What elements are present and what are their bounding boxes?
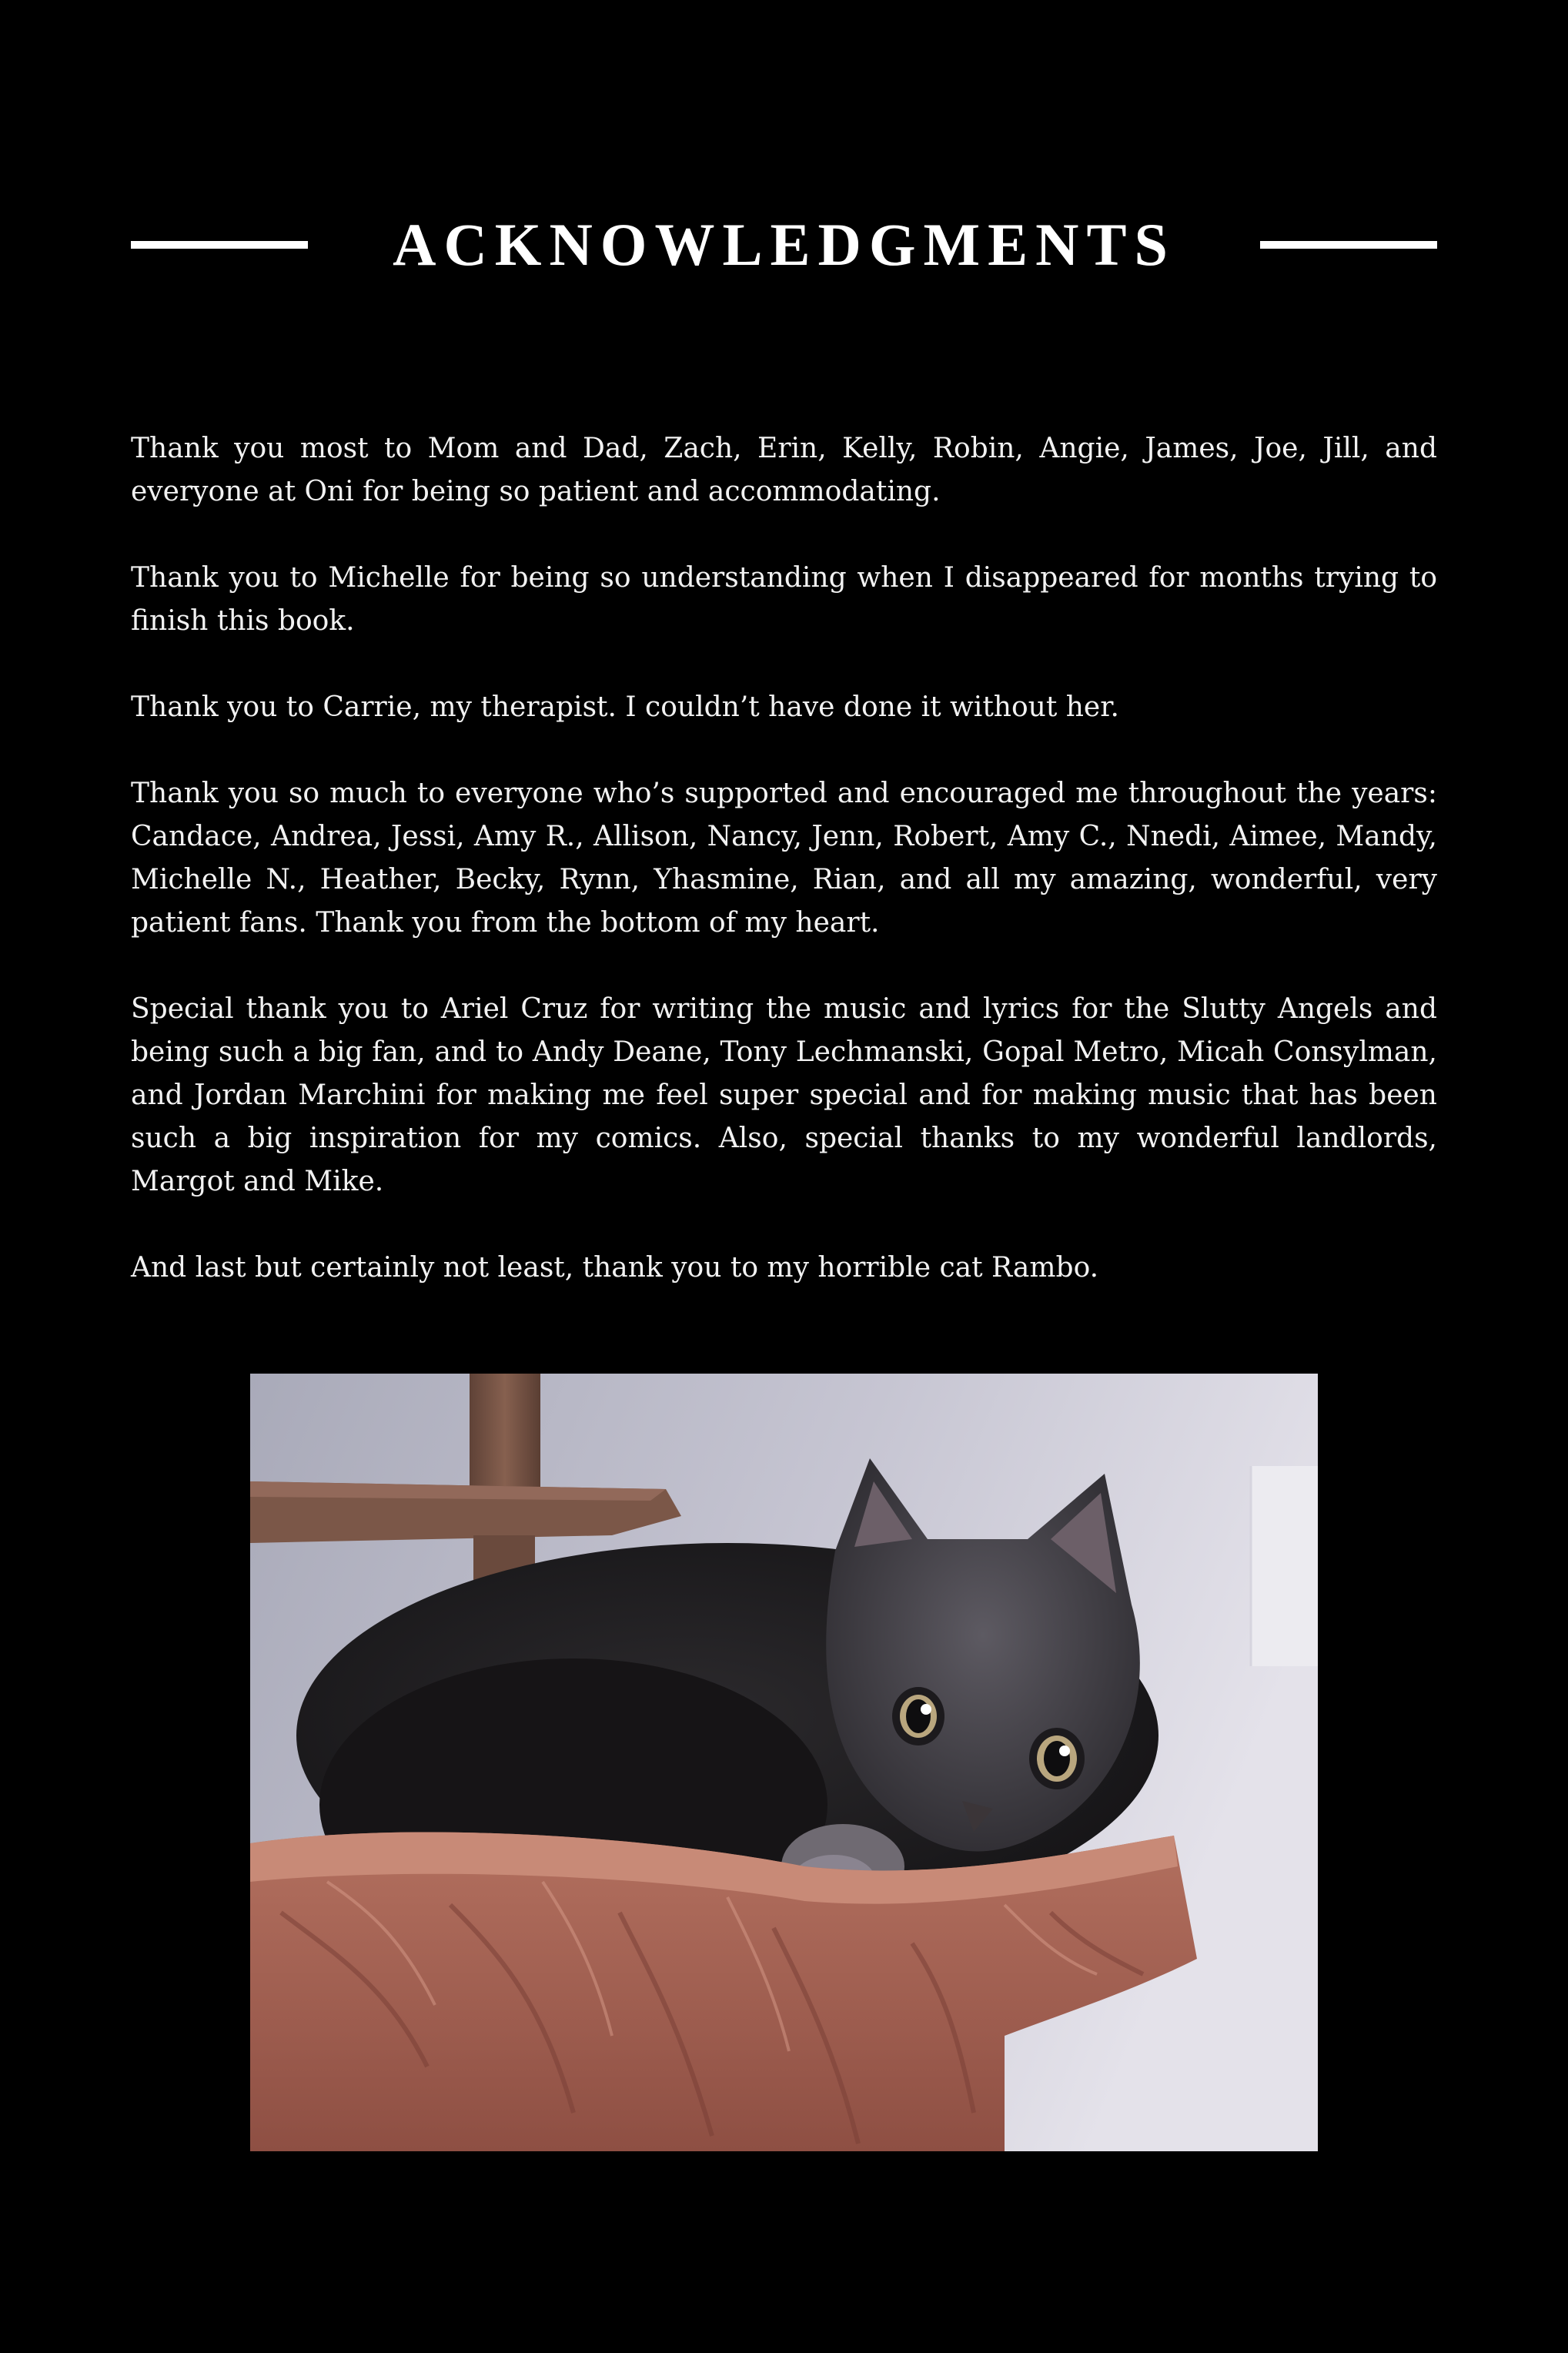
paragraph-cat: And last but certainly not least, thank you to my horrible cat Rambo. [131, 1252, 1099, 1284]
paragraph-supporters: Thank you so much to everyone who’s supported and encouraged me throughout the years: Candace, Andrea, Jessi, Amy R., Allison, Nancy, Jenn, Robert, Amy C., Nnedi, Aimee, Mandy, Michelle N., Heather, Becky, Rynn, Yhasmine, Rian, and all my amazing, wonderful, very patient fans. Thank you from the bottom of my heart. [131, 778, 1437, 939]
acknowledgments-text [131, 427, 1437, 1333]
page-title: ACKNOWLEDGMENTS [393, 211, 1175, 278]
heading-block [131, 208, 1437, 282]
paragraph-therapist: Thank you to Carrie, my therapist. I couldn’t have done it without her. [131, 691, 1119, 723]
heading-rule-left [131, 241, 308, 249]
paragraph-michelle: Thank you to Michelle for being so understanding when I disappeared for months trying to finish this book. [131, 562, 1437, 637]
paragraph-family: Thank you most to Mom and Dad, Zach, Erin, Kelly, Robin, Angie, James, Joe, Jill, and everyone at Oni for being so patient and accommodating. [131, 433, 1437, 507]
heading-rule-right [1260, 241, 1437, 249]
cat-photo [250, 1374, 1318, 2151]
paragraph-special-thanks: Special thank you to Ariel Cruz for writing the music and lyrics for the Slutty Angels and being such a big fan, and to Andy Deane, Tony Lechmanski, Gopal Metro, Micah Consylman, and Jordan Marchini for making me feel super special and for making music that has been such a big inspiration for my comics. Also, special thanks to my wonderful landlords, Margot and Mike. [131, 993, 1437, 1197]
